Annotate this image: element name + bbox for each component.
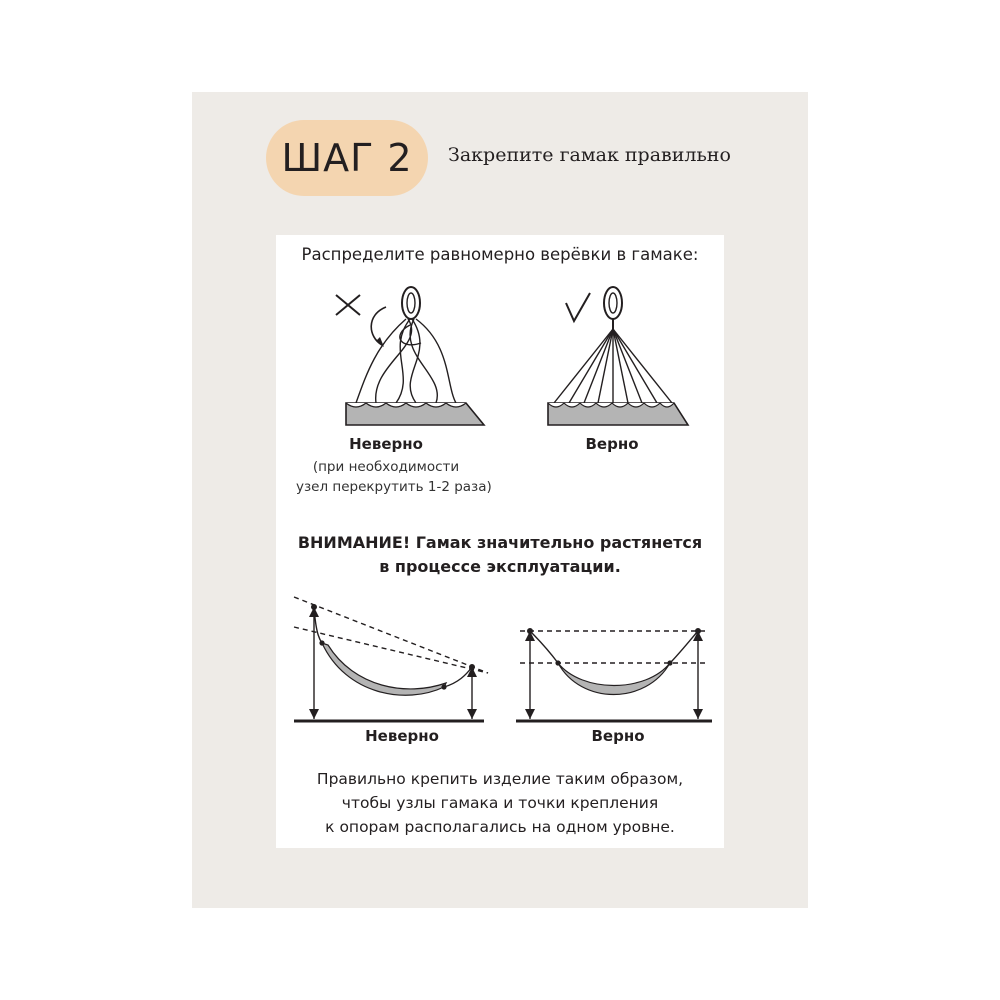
cross-mark-icon (336, 295, 360, 315)
mounting-wrong-diagram (294, 597, 488, 721)
ropes-wrong-diagram (336, 287, 484, 425)
warning-line-1: ВНИМАНИЕ! Гамак значительно растянется (297, 533, 703, 552)
warning-line-2: в процессе эксплуатации. (379, 557, 621, 576)
instruction-card (276, 235, 724, 848)
step-badge-label: ШАГ 2 (281, 136, 413, 180)
rule-line-2: чтобы узлы гамака и точки крепления (341, 794, 659, 812)
ropes-wrong-label: Неверно (349, 435, 423, 453)
distribute-heading: Распределите равномерно верёвки в гамаке: (301, 245, 699, 264)
ropes-wrong-note-line-1: (при необходимости (312, 459, 460, 475)
mounting-right-diagram (516, 628, 712, 721)
rule-line-1: Правильно крепить изделие таким образом, (316, 770, 684, 788)
step-badge (266, 120, 428, 196)
ropes-right-label: Верно (585, 435, 639, 453)
ropes-wrong-note-line-2: узел перекрутить 1-2 раза) (296, 479, 492, 495)
mounting-rule-text (276, 767, 724, 839)
ropes-wrong-note (296, 457, 492, 497)
mounting-wrong-label: Неверно (365, 727, 439, 745)
rule-line-3: к опорам располагались на одном уровне. (325, 818, 675, 836)
step-title: Закрепите гамак правильно (448, 144, 731, 166)
ropes-right-diagram (548, 287, 688, 425)
mounting-right-label: Верно (591, 727, 645, 745)
warning-text (276, 531, 724, 579)
check-mark-icon (566, 293, 590, 321)
